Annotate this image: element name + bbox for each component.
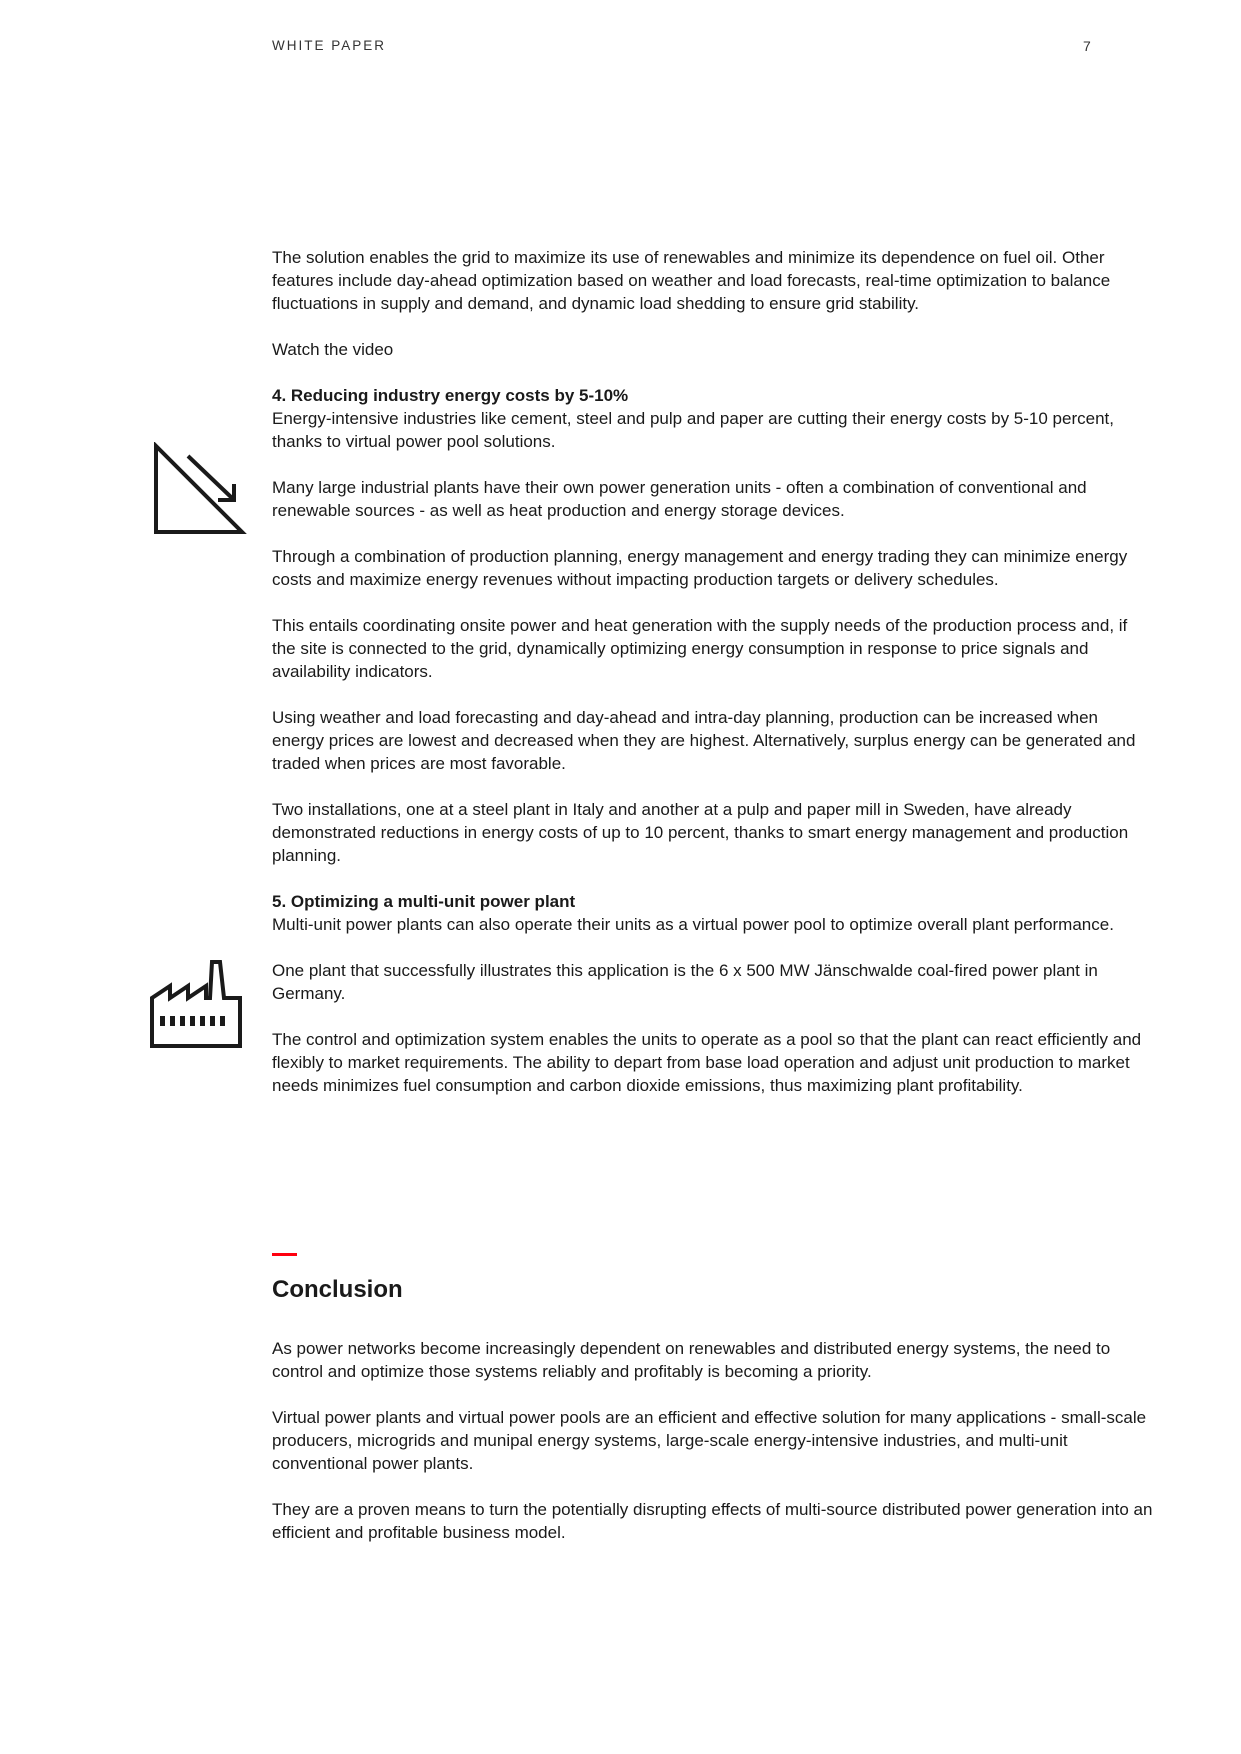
section-4-heading: 4. Reducing industry energy costs by 5-10% — [272, 386, 629, 405]
section-4-paragraph: Two installations, one at a steel plant in Italy and another at a pulp and paper mill in Sweden, have already demonstrated reductions in energy costs of up to 10 percent, thanks to smart energy management and production planning. — [272, 800, 1129, 865]
conclusion-paragraph: They are a proven means to turn the potentially disrupting effects of multi-source distributed power generation into an efficient and profitable business model. — [272, 1500, 1153, 1542]
section-5-heading: 5. Optimizing a multi-unit power plant — [272, 892, 576, 911]
section-4-paragraph: Using weather and load forecasting and day-ahead and intra-day planning, production can be increased when energy prices are lowest and decreased when they are highest. Alternatively, surplus energy can be generated and traded when prices are most favorable. — [272, 708, 1136, 773]
section-4-paragraph: Energy-intensive industries like cement, steel and pulp and paper are cutting their energy costs by 5-10 percent, thanks to virtual power pool solutions. — [272, 409, 1114, 451]
section-4-paragraph: This entails coordinating onsite power and heat generation with the supply needs of the production process and, if the site is connected to the grid, dynamically optimizing energy consumption in response to price signals and availability indicators. — [272, 616, 1128, 681]
declining-chart-icon — [152, 442, 248, 538]
section-5-paragraph: The control and optimization system enables the units to operate as a pool so that the plant can react efficiently and flexibly to market requirements. The ability to depart from base load operation and adjust unit production to market needs minimizes fuel consumption and carbon dioxide emissions, thus maximizing plant profitability. — [272, 1030, 1142, 1095]
document-type-label: WHITE PAPER — [272, 38, 387, 53]
section-4-paragraph: Through a combination of production planning, energy management and energy trading they can minimize energy costs and maximize energy revenues without impacting production targets or delivery schedules. — [272, 547, 1128, 589]
watch-video-link[interactable]: Watch the video — [272, 340, 394, 359]
main-content — [272, 246, 1152, 1120]
section-4-paragraph: Many large industrial plants have their own power generation units - often a combination of conventional and renewable sources - as well as heat production and energy storage devices. — [272, 478, 1087, 520]
factory-icon — [148, 958, 244, 1054]
section-5-paragraph: One plant that successfully illustrates this application is the 6 x 500 MW Jänschwalde coal-fired power plant in Germany. — [272, 961, 1098, 1003]
conclusion-heading: Conclusion — [272, 1276, 403, 1303]
conclusion-body — [272, 1337, 1162, 1567]
intro-paragraph: The solution enables the grid to maximize its use of renewables and minimize its dependence on fuel oil. Other features include day-ahead optimization based on weather and load forecasts, real-time optimization to balance fluctuations in supply and demand, and dynamic load shedding to ensure grid stability. — [272, 248, 1111, 313]
section-5-paragraph: Multi-unit power plants can also operate their units as a virtual power pool to optimize overall plant performance. — [272, 915, 1114, 934]
conclusion-paragraph: As power networks become increasingly dependent on renewables and distributed energy systems, the need to control and optimize those systems reliably and profitably is becoming a priority. — [272, 1339, 1111, 1381]
page-number: 7 — [1083, 38, 1091, 54]
conclusion-accent-bar — [272, 1253, 297, 1256]
conclusion-paragraph: Virtual power plants and virtual power pools are an efficient and effective solution for many applications - small-scale producers, microgrids and munipal energy systems, large-scale energy-intensive industries, and multi-unit conventional power plants. — [272, 1408, 1147, 1473]
